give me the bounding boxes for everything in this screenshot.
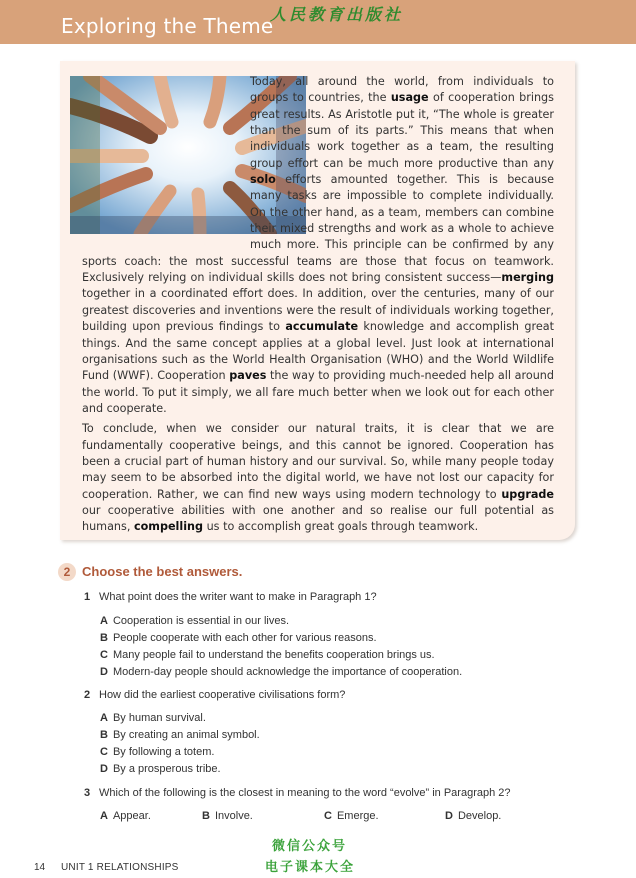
exercise-heading: Choose the best answers. (82, 564, 243, 579)
option-text: Develop. (457, 810, 502, 822)
question-3-option-c[interactable] (324, 810, 379, 822)
passage-run: Today, all around the world, from individuals to groups to countries, the (250, 75, 554, 105)
watermark-line-1: 微信公众号 (272, 839, 348, 854)
option-text: Modern-day people should acknowledge the importance of cooperation. (112, 666, 463, 678)
option-text: Appear. (112, 810, 151, 822)
option-letter: C (100, 746, 108, 758)
option-letter: A (100, 615, 108, 627)
watermark-line-2: 电子课本大全 (265, 860, 356, 875)
option-letter: D (100, 666, 108, 678)
option-letter: D (445, 810, 453, 822)
passage-run: knowledge and accomplish great things. And the same concept applies at a global level. Just look at international organisations such as the World Health Organisation (WHO) and the World Wildlife Fund (WWF). Cooperation (82, 320, 554, 383)
key-vocabulary-word: solo (250, 173, 276, 187)
option-letter: B (100, 632, 108, 644)
key-vocabulary-word: compelling (133, 520, 204, 534)
passage-run: of cooperation brings great results. As Aristotle put it, “The whole is greater than the sum of its parts.” This means that when individuals work together as a team, the resulting group effort can be much more productive than any (250, 91, 554, 170)
question-number: 1 (84, 591, 91, 603)
question-1-option-a[interactable] (100, 615, 289, 627)
option-letter: B (100, 729, 108, 741)
question-number: 2 (84, 689, 91, 701)
option-text: By creating an animal symbol. (112, 729, 260, 741)
passage-run: our cooperative abilities with one another and so realise our full potential as humans, (82, 503, 554, 534)
question-text: How did the earliest cooperative civilisations form? (99, 689, 346, 701)
passage-text (82, 74, 554, 536)
option-letter: B (202, 810, 210, 822)
passage-run: efforts amounted together. This is because many tasks are impossible to complete individually. On the other hand, as a team, members can combine their mixed strengths and work as a whole to achieve much more. This principle can be confirmed by any sports coach: the most successful teams are those that focus on teamwork. Exclusively relying on individual skills does not bring consistent success— (82, 173, 554, 285)
option-text: By human survival. (112, 712, 206, 724)
question-text: What point does the writer want to make in Paragraph 1? (99, 591, 377, 603)
question-2-option-c[interactable] (100, 746, 214, 758)
key-vocabulary-word: merging (501, 271, 554, 285)
passage-paragraph (82, 421, 554, 535)
option-text: By a prosperous tribe. (112, 763, 221, 775)
page-title: Exploring the Theme (61, 14, 274, 38)
question-3-option-a[interactable] (100, 810, 151, 822)
option-letter: A (100, 712, 108, 724)
question-3-option-d[interactable] (445, 810, 501, 822)
option-text: People cooperate with each other for various reasons. (112, 632, 377, 644)
question-2-option-a[interactable] (100, 712, 206, 724)
unit-label: UNIT 1 RELATIONSHIPS (61, 862, 179, 873)
question-number: 3 (84, 787, 91, 799)
key-vocabulary-word: usage (390, 91, 429, 105)
publisher-logo-text: 人民教育出版社 (270, 5, 404, 24)
question-2-option-b[interactable] (100, 729, 260, 741)
option-text: Emerge. (336, 810, 379, 822)
page-number: 14 (34, 862, 46, 873)
option-letter: C (324, 810, 332, 822)
passage-run: the way to providing much-needed help all around the world. To put it simply, we all fare much better when we look out for each other and cooperate. (82, 369, 554, 415)
option-letter: A (100, 810, 108, 822)
question-text: Which of the following is the closest in meaning to the word “evolve” in Paragraph 2? (99, 787, 511, 799)
photo-text-wrap-spacer (82, 74, 250, 250)
key-vocabulary-word: paves (229, 369, 267, 383)
option-text: Cooperation is essential in our lives. (112, 615, 290, 627)
question-1-option-d[interactable] (100, 666, 462, 678)
exercise-number-badge: 2 (58, 563, 76, 581)
question-3-option-b[interactable] (202, 810, 253, 822)
question-1-option-b[interactable] (100, 632, 377, 644)
option-letter: D (100, 763, 108, 775)
key-vocabulary-word: upgrade (501, 487, 554, 501)
passage-run: together in a coordinated effort does. In addition, over the centuries, many of our greatest discoveries and inventions were the result of individuals working together, building upon previous findings to (82, 287, 554, 334)
passage-run: To conclude, when we consider our natural traits, it is clear that we are fundamentally cooperative beings, and this cannot be ignored. Cooperation has been a crucial part of human history and our survival. So, while many people today may seem to be absorbed into the digital world, we have not lost our capacity for cooperation. Rather, we can find new ways using modern technology to (82, 422, 554, 501)
passage-run: us to accomplish great goals through teamwork. (203, 520, 479, 534)
question-2-option-d[interactable] (100, 763, 221, 775)
key-vocabulary-word: accumulate (285, 320, 359, 334)
reading-passage-box (60, 61, 575, 540)
question-1-option-c[interactable] (100, 649, 435, 661)
option-letter: C (100, 649, 108, 661)
option-text: By following a totem. (112, 746, 215, 758)
header-band (0, 0, 636, 44)
option-text: Many people fail to understand the benefits cooperation brings us. (112, 649, 435, 661)
option-text: Involve. (214, 810, 253, 822)
